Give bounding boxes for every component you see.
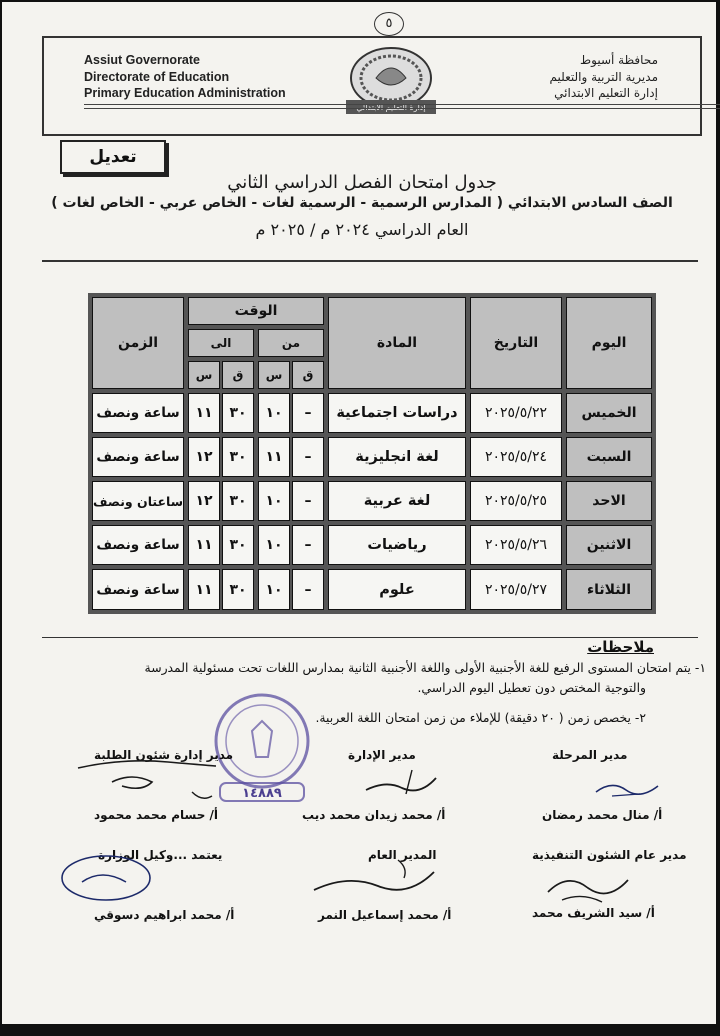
row-from-minute: – — [292, 437, 324, 477]
row-date: ٢٠٢٥/٥/٢٧ — [470, 569, 562, 610]
letterhead-rule — [84, 104, 720, 105]
header-to-hour: س — [188, 361, 220, 389]
handwritten-signature — [52, 848, 162, 908]
row-duration: ساعة ونصف — [92, 437, 184, 477]
row-from-minute: – — [292, 481, 324, 521]
handwritten-signature — [592, 772, 662, 802]
handwritten-signature — [362, 764, 442, 800]
signature-name: أ/ حسام محمد محمود — [94, 808, 219, 822]
directorate-ar: مديرية التربية والتعليم — [549, 69, 658, 84]
signature-name: أ/ سيد الشريف محمد — [532, 906, 655, 920]
row-subject: دراسات اجتماعية — [328, 393, 466, 433]
row-duration: ساعة ونصف — [92, 393, 184, 433]
row-from-hour: ١٠ — [258, 525, 290, 565]
row-from-minute: – — [292, 525, 324, 565]
header-time: الوقت — [188, 297, 324, 325]
row-to-hour: ١١ — [188, 393, 220, 433]
row-subject: علوم — [328, 569, 466, 610]
signature-title: مدير الإدارة — [348, 748, 416, 762]
row-date: ٢٠٢٥/٥/٢٤ — [470, 437, 562, 477]
row-to-hour: ١٢ — [188, 437, 220, 477]
page-number: ٥ — [374, 12, 404, 36]
directorate-en: Directorate of Education — [84, 69, 230, 84]
handwritten-signature — [308, 854, 438, 904]
row-from-minute: – — [292, 569, 324, 610]
signature-name: أ/ محمد زيدان محمد ديب — [302, 808, 446, 822]
governorate-ar: محافظة أسيوط — [580, 53, 658, 67]
stamp-number: ١٤٨٨٩ — [242, 786, 282, 801]
row-subject: رياضيات — [328, 525, 466, 565]
signature-title: مدير إدارة شئون الطلبة — [94, 748, 234, 762]
row-to-hour: ١٢ — [188, 481, 220, 521]
exam-schedule-table — [88, 293, 656, 614]
row-day: الخميس — [566, 393, 652, 433]
header-duration: الزمن — [92, 297, 184, 389]
row-subject: لغة عربية — [328, 481, 466, 521]
letterhead-rule — [84, 108, 720, 109]
row-duration: ساعتان ونصف — [92, 481, 184, 521]
signature-title: يعتمد ...وكيل الوزارة — [98, 848, 223, 862]
signature-title: المدير العام — [368, 848, 437, 862]
header-from-minute: ق — [292, 361, 324, 389]
row-day: السبت — [566, 437, 652, 477]
row-duration: ساعة ونصف — [92, 525, 184, 565]
notes-title: ملاحظات — [587, 638, 654, 656]
row-to-hour: ١١ — [188, 525, 220, 565]
header-subject: المادة — [328, 297, 466, 389]
row-from-hour: ١٠ — [258, 569, 290, 610]
governorate-en: Assiut Governorate — [84, 53, 201, 67]
header-from: من — [258, 329, 324, 357]
row-to-minute: ٣٠ — [222, 569, 254, 610]
document-page — [2, 2, 716, 1024]
row-to-minute: ٣٠ — [222, 437, 254, 477]
note-item: ١- يتم امتحان المستوى الرفيع للغة الأجنبية الأولى واللغة الأجنبية الثانية بمدارس اللغات تحت مسئولية المدرسة — [144, 660, 706, 675]
administration-ar: إدارة التعليم الابتدائي — [554, 86, 658, 100]
header-date: التاريخ — [470, 297, 562, 389]
note-item: ٢- يخصص زمن ( ٢٠ دقيقة) للإملاء من زمن امتحان اللغة العربية. — [315, 710, 646, 725]
row-day: الاحد — [566, 481, 652, 521]
row-duration: ساعة ونصف — [92, 569, 184, 610]
row-to-minute: ٣٠ — [222, 481, 254, 521]
title-line-1: جدول امتحان الفصل الدراسي الثاني — [227, 172, 497, 193]
title-line-2: الصف السادس الابتدائي ( المدارس الرسمية - الرسمية لغات - الخاص عربي - الخاص لغات ) — [51, 195, 673, 211]
table-frame-rule — [42, 260, 698, 262]
row-date: ٢٠٢٥/٥/٢٥ — [470, 481, 562, 521]
row-day: الثلاثاء — [566, 569, 652, 610]
handwritten-signature — [72, 752, 222, 812]
row-subject: لغة انجليزية — [328, 437, 466, 477]
letterhead — [42, 36, 702, 136]
modification-label: تعديل — [60, 140, 166, 174]
letterhead-arabic — [550, 52, 659, 102]
row-date: ٢٠٢٥/٥/٢٦ — [470, 525, 562, 565]
row-date: ٢٠٢٥/٥/٢٢ — [470, 393, 562, 433]
header-day: اليوم — [566, 297, 652, 389]
handwritten-signature — [542, 862, 652, 908]
signature-name: أ/ محمد ابراهيم دسوقي — [94, 908, 235, 922]
letterhead-english — [84, 52, 286, 102]
row-day: الاثنين — [566, 525, 652, 565]
signature-name: أ/ منال محمد رمضان — [542, 808, 663, 822]
row-from-hour: ١١ — [258, 437, 290, 477]
row-from-hour: ١٠ — [258, 393, 290, 433]
signature-title: مدير عام الشئون التنفيذية — [532, 848, 687, 862]
row-to-hour: ١١ — [188, 569, 220, 610]
row-from-hour: ١٠ — [258, 481, 290, 521]
administration-en: Primary Education Administration — [84, 86, 286, 100]
header-from-hour: س — [258, 361, 290, 389]
ministry-logo — [336, 44, 446, 118]
signature-name: أ/ محمد إسماعيل النمر — [318, 908, 452, 922]
note-item: والتوجية المختص دون تعطيل اليوم الدراسي. — [417, 680, 646, 695]
header-to: الى — [188, 329, 254, 357]
row-from-minute: – — [292, 393, 324, 433]
row-to-minute: ٣٠ — [222, 525, 254, 565]
signature-title: مدير المرحلة — [552, 748, 628, 762]
title-line-3: العام الدراسي ٢٠٢٤ م / ٢٠٢٥ م — [255, 220, 469, 239]
row-to-minute: ٣٠ — [222, 393, 254, 433]
header-to-minute: ق — [222, 361, 254, 389]
logo-ribbon-text: إدارة التعليم الابتدائي — [356, 103, 426, 112]
